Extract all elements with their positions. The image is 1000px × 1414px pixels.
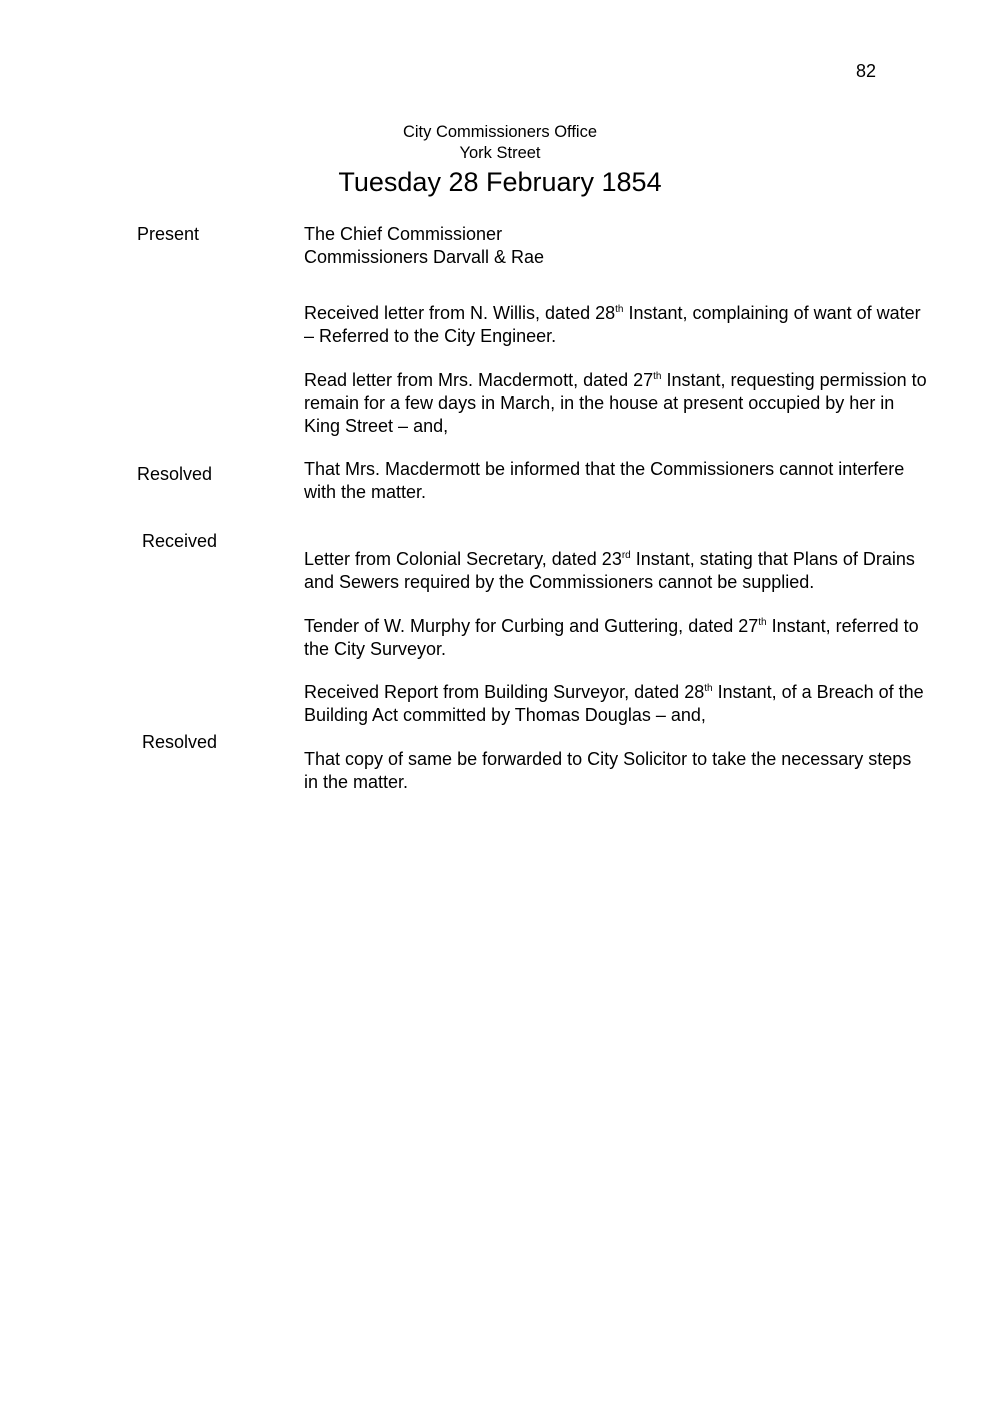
entry-macdermott-letter: Read letter from Mrs. Macdermott, dated 27th Instant, requesting permission to remain for a few days in March, in the house at present occupied by her in King Street – and, (304, 370, 927, 436)
minutes-header (0, 122, 1000, 199)
page-number: 82 (856, 61, 877, 81)
margin-label-resolved: Resolved (137, 464, 213, 484)
entry-willis-letter: Received letter from N. Willis, dated 28th Instant, complaining of want of water – Referred to the City Engineer. (304, 303, 921, 346)
office-name: City Commissioners Office (402, 123, 598, 141)
margin-label-resolved-second: Resolved (142, 732, 218, 752)
margin-label-present: Present (137, 224, 200, 244)
attendee-chief-commissioner: The Chief Commissioner (304, 224, 503, 244)
margin-label-received: Received (142, 531, 218, 551)
entry-murphy-tender: Tender of W. Murphy for Curbing and Guttering, dated 27th Instant, referred to the City Surveyor. (304, 616, 919, 659)
entry-colonial-secretary-letter: Letter from Colonial Secretary, dated 23rd Instant, stating that Plans of Drains and Sewers required by the Commissioners cannot be supplied. (304, 549, 915, 592)
street-name: York Street (459, 144, 541, 162)
entry-building-surveyor-report: Received Report from Building Surveyor, dated 28th Instant, of a Breach of the Building Act committed by Thomas Douglas – and, (304, 682, 924, 725)
meeting-date: Tuesday 28 February 1854 (338, 167, 662, 197)
entry-macdermott-resolution: That Mrs. Macdermott be informed that the Commissioners cannot interfere with the matter. (304, 459, 905, 502)
attendee-commissioners: Commissioners Darvall & Rae (304, 247, 545, 267)
attendees (304, 223, 544, 269)
entry-solicitor-resolution: That copy of same be forwarded to City Solicitor to take the necessary steps in the matter. (304, 749, 912, 792)
